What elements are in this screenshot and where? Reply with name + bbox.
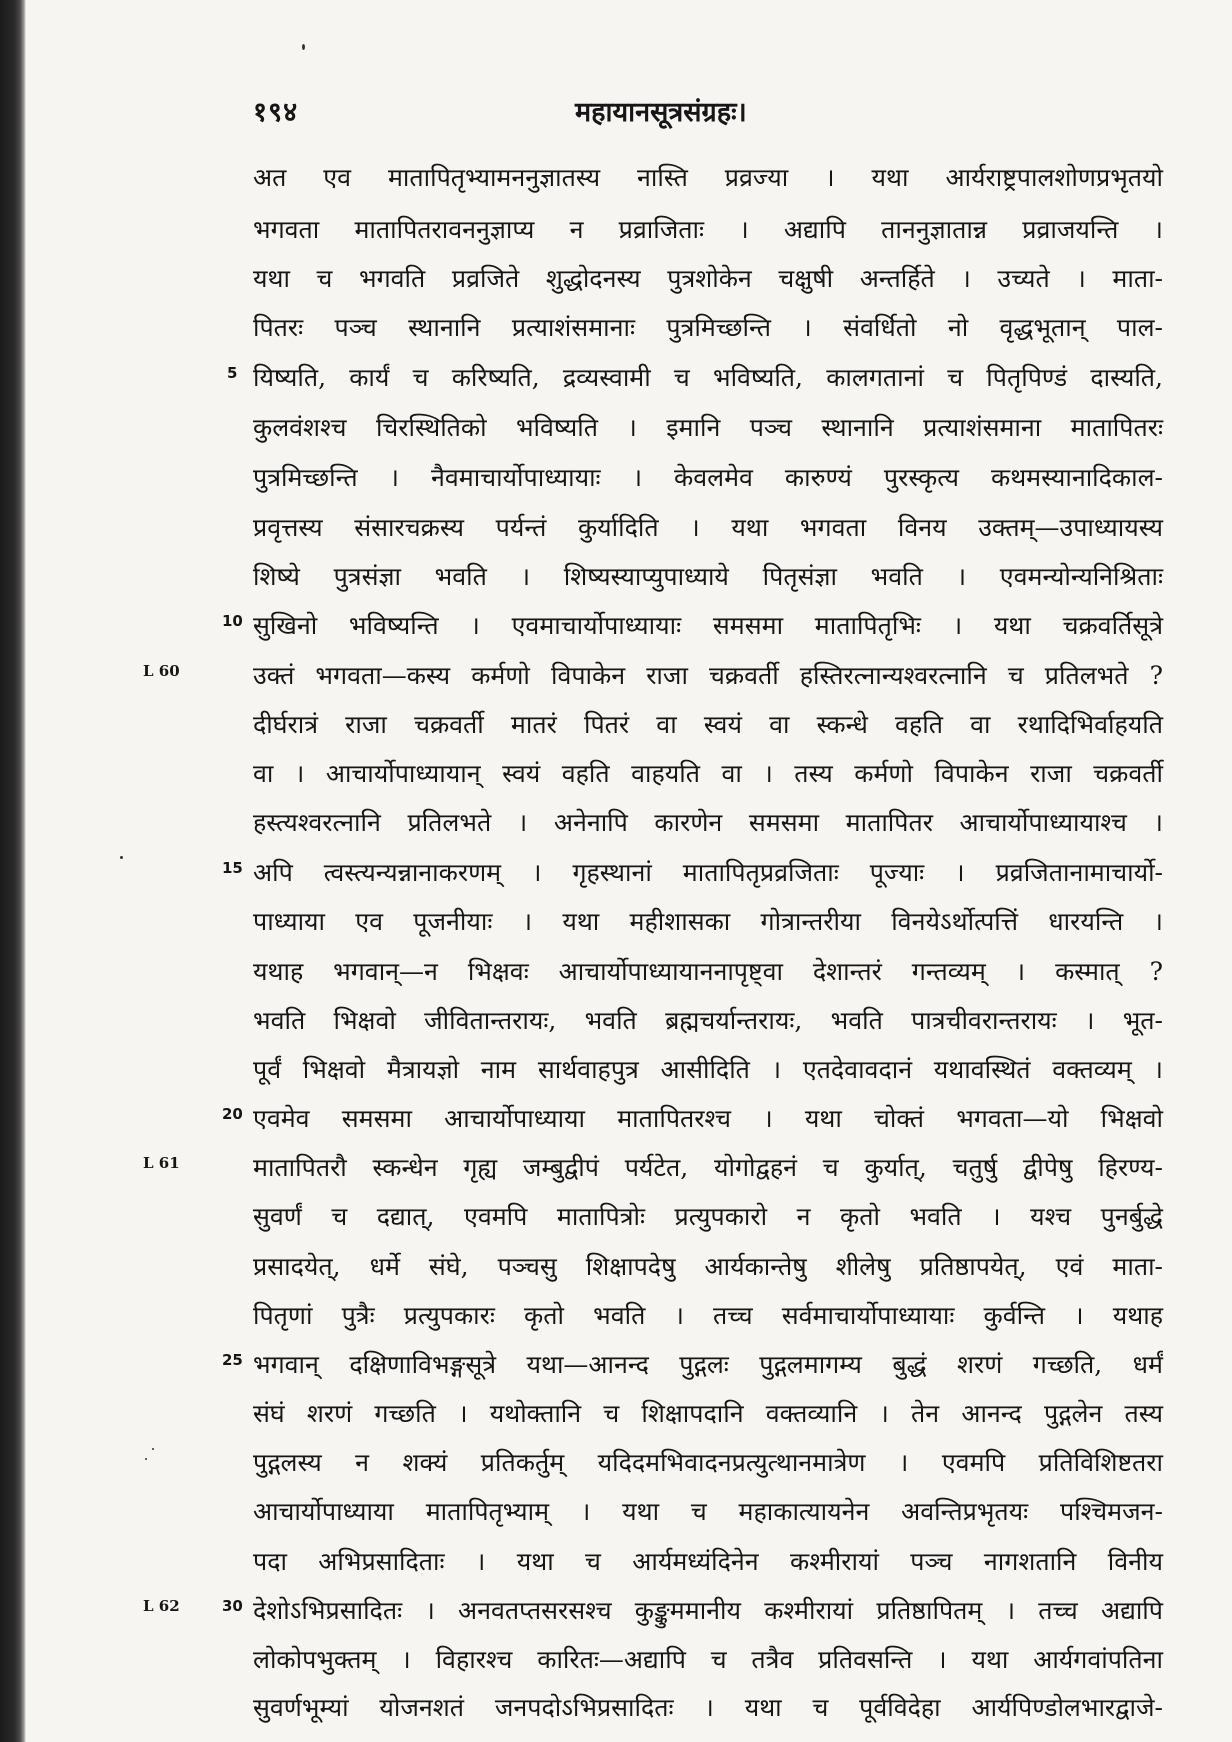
line-number-25: 25 xyxy=(222,1351,243,1369)
text-line: यिष्यति, कार्यं च करिष्यति, द्रव्यस्वामी च भविष्यति, कालगतानां च पितृपिण्डं दास्यति, xyxy=(253,363,1163,392)
text-line: पदा अभिप्रसादिताः । यथा च आर्यमध्यंदिनेन कश्मीरायां पञ्च नागशतानि विनीय xyxy=(253,1547,1163,1576)
text-line: भगवता मातापितरावननुज्ञाप्य न प्रव्राजिताः । अद्यापि ताननुज्ञातान्न प्रव्राजयन्ति । xyxy=(253,215,1163,244)
page-header xyxy=(0,92,1232,132)
page-number: १९४ xyxy=(253,97,299,128)
line-number-10: 10 xyxy=(222,612,243,630)
line-number-20: 20 xyxy=(222,1105,243,1123)
text-line: कुलवंशश्च चिरस्थितिको भविष्यति । इमानि पञ्च स्थानानि प्रत्याशंसमाना मातापितरः xyxy=(253,413,1163,442)
text-line: शिष्ये पुत्रसंज्ञा भवति । शिष्यस्याप्युपाध्याये पितृसंज्ञा भवति । एवमन्योन्यनिश्रिताः xyxy=(253,562,1163,591)
text-line: दीर्घरात्रं राजा चक्रवर्ती मातरं पितरं वा स्वयं वा स्कन्धे वहति वा रथादिभिर्वाहयति xyxy=(253,710,1163,739)
text-line: यथाह भगवान्—न भिक्षवः आचार्योपाध्यायाननापृष्ट्वा देशान्तरं गन्तव्यम् । कस्मात् ? xyxy=(253,957,1163,986)
text-line: भवति भिक्षवो जीवितान्तरायः, भवति ब्रह्मचर्यान्तरायः, भवति पात्रचीवरान्तरायः । भूत- xyxy=(253,1006,1163,1035)
text-line: सुवर्णं च दद्यात्, एवमपि मातापित्रोः प्रत्युपकारो न कृतो भवति । यश्च पुनर्बुद्धे xyxy=(253,1202,1163,1231)
line-number-30: 30 xyxy=(222,1597,243,1615)
text-line: यथा च भगवति प्रव्रजिते शुद्धोदनस्य पुत्रशोकेन चक्षुषी अन्तर्हिते । उच्यते । माता- xyxy=(253,264,1163,293)
line-number-5: 5 xyxy=(227,364,238,382)
page-edge-shadow xyxy=(0,0,26,1742)
running-title: महायानसूत्रसंग्रहः। xyxy=(575,97,747,128)
text-line: वा । आचार्योपाध्यायान् स्वयं वहति वाहयति वा । तस्य कर्मणो विपाकेन राजा चक्रवर्ती xyxy=(253,759,1163,788)
text-line: संघं शरणं गच्छति । यथोक्तानि च शिक्षापदानि वक्तव्यानि । तेन आनन्द पुद्गलेन तस्य xyxy=(253,1399,1163,1428)
text-line: सुखिनो भविष्यन्ति । एवमाचार्योपाध्यायाः समसमा मातापितृभिः । यथा चक्रवर्तिसूत्रे xyxy=(253,611,1163,640)
text-line: एवमेव समसमा आचार्योपाध्याया मातापितरश्च । यथा चोक्तं भगवता—यो भिक्षवो xyxy=(253,1104,1163,1133)
text-line: पितृणां पुत्रैः प्रत्युपकारः कृतो भवति । तच्च सर्वमाचार्योपाध्यायाः कुर्वन्ति । यथाह xyxy=(253,1301,1163,1330)
text-line: पाध्याया एव पूजनीयाः । यथा महीशासका गोत्रान्तरीया विनयेऽर्थोत्पत्तिं धारयन्ति । xyxy=(253,907,1163,936)
text-line: पुत्रमिच्छन्ति । नैवमाचार्योपाध्यायाः । केवलमेव कारुण्यं पुरस्कृत्य कथमस्यानादिकाल- xyxy=(253,463,1163,492)
text-line: लोकोपभुक्तम् । विहारश्च कारितः—अद्यापि च तत्रैव प्रतिवसन्ति । यथा आर्यगवांपतिना xyxy=(253,1645,1163,1674)
text-line: पूर्वं भिक्षवो मैत्रायज्ञो नाम सार्थवाहपुत्र आसीदिति । एतदेवावदानं यथावस्थितं वक्तव्यम् । xyxy=(253,1055,1163,1084)
text-line: अत एव मातापितृभ्यामननुज्ञातस्य नास्ति प्रव्रज्या । यथा आर्यराष्ट्रपालशोणप्रभृतयो xyxy=(253,163,1163,192)
text-line: पितरः पञ्च स्थानानि प्रत्याशंसमानाः पुत्रमिच्छन्ति । संवर्धितो नो वृद्धभूतान् पाल- xyxy=(253,313,1163,342)
margin-ref-l62: L 62 xyxy=(143,1597,180,1615)
text-line: हस्त्यश्वरत्नानि प्रतिलभते । अनेनापि कारणेन समसमा मातापितर आचार्योपाध्यायाश्च । xyxy=(253,808,1163,837)
margin-ref-l61: L 61 xyxy=(143,1154,180,1172)
text-line: आचार्योपाध्याया मातापितृभ्याम् । यथा च महाकात्यायनेन अवन्तिप्रभृतयः पश्चिमजन- xyxy=(253,1497,1163,1526)
text-line: भगवान् दक्षिणाविभङ्गसूत्रे यथा—आनन्द पुद्गलः पुद्गलमागम्य बुद्धं शरणं गच्छति, धर्मं xyxy=(253,1350,1163,1379)
ink-speck xyxy=(145,1458,147,1460)
text-line: देशोऽभिप्रसादितः । अनवतप्तसरसश्च कुङ्कुममानीय कश्मीरायां प्रतिष्ठापितम् । तच्च अद्यापि xyxy=(253,1596,1163,1625)
text-line: सुवर्णभूम्यां योजनशतं जनपदोऽभिप्रसादितः । यथा च पूर्वविदेहा आर्यपिण्डोलभारद्वाजे- xyxy=(253,1693,1163,1722)
text-line: पुद्गलस्य न शक्यं प्रतिकर्तुम् यदिदमभिवादनप्रत्युत्थानमात्रेण । एवमपि प्रतिविशिष्टतरा xyxy=(253,1448,1163,1477)
text-line: प्रसादयेत्, धर्मे संघे, पञ्चसु शिक्षापदेषु आर्यकान्तेषु शीलेषु प्रतिष्ठापयेत्, एवं माता- xyxy=(253,1252,1163,1281)
ink-speck xyxy=(120,856,123,859)
text-line: प्रवृत्तस्य संसारचक्रस्य पर्यन्तं कुर्यादिति । यथा भगवता विनय उक्तम्—उपाध्यायस्य xyxy=(253,513,1163,542)
line-number-15: 15 xyxy=(222,859,243,877)
margin-ref-l60: L 60 xyxy=(143,662,180,680)
text-line: अपि त्वस्त्यन्यन्नानाकरणम् । गृहस्थानां मातापितृप्रव्रजिताः पूज्याः । प्रव्रजितानामाचार्यो- xyxy=(253,858,1163,887)
text-line: मातापितरौ स्कन्धेन गृह्य जम्बुद्वीपं पर्यटेत, योगोद्वहनं च कुर्यात्, चतुर्षु द्वीपेषु हिरण्य- xyxy=(253,1153,1163,1182)
text-line: उक्तं भगवता—कस्य कर्मणो विपाकेन राजा चक्रवर्ती हस्तिरत्नान्यश्वरत्नानि च प्रतिलभते ? xyxy=(253,661,1163,690)
ink-speck xyxy=(152,1448,154,1450)
ink-speck xyxy=(302,44,305,50)
